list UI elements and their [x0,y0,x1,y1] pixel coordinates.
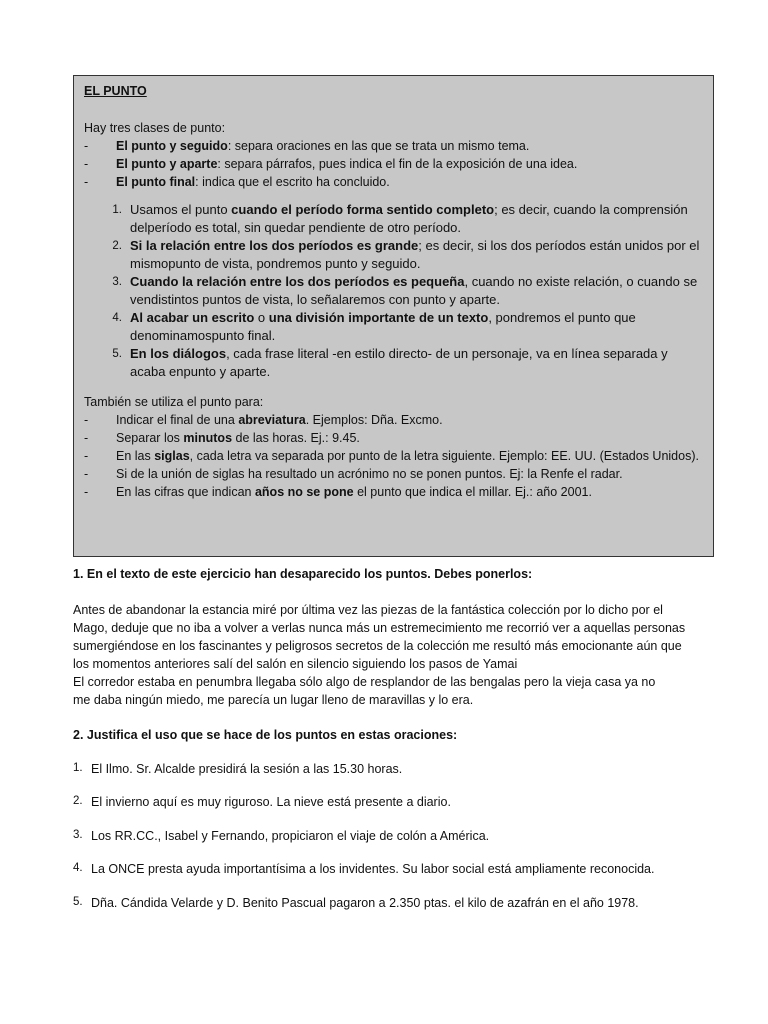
sentence-item: 2. El invierno aquí es muy riguroso. La nieve está presente a diario. [73,795,451,809]
rules-box [73,75,714,557]
text-line: El corredor estaba en penumbra llegaba sólo algo de resplandor de las bengalas pero la vieja casa ya no [73,675,656,689]
text-line: sumergiéndose en los fascinantes y peligrosos secretos de la colección me resultó más emocionante aún que [73,639,682,653]
use-item: - Indicar el final de una abreviatura. Ejemplos: Dña. Excmo. [84,413,443,427]
text-line: me daba ningún miedo, me parecía un lugar lleno de maravillas y lo era. [73,693,474,707]
rule-item: 5. En los diálogos, cada frase literal -en estilo directo- de un personaje, va en línea separada y acaba enpunto y aparte. [112,346,668,379]
type-item: - El punto y seguido: separa oraciones en las que se trata un mismo tema. [84,139,530,153]
rule-item: 1. Usamos el punto cuando el período forma sentido completo; es decir, cuando la comprensión delperíodo es total, sin quedar pendiente de otro período. [112,202,688,235]
sentence-item: 4. La ONCE presta ayuda importantísima a los invidentes. Su labor social está ampliamente reconocida. [73,862,655,876]
sentence-item: 5. Dña. Cándida Velarde y D. Benito Pascual pagaron a 2.350 ptas. el kilo de azafrán en el año 1978. [73,896,639,910]
use-item: - Separar los minutos de las horas. Ej.: 9.45. [84,431,360,445]
exercise-1-text [73,601,703,709]
box-title: EL PUNTO [84,84,147,98]
text-line: Antes de abandonar la estancia miré por última vez las piezas de la fantástica colección por lo dicho por el [73,603,663,617]
rule-item: 2. Si la relación entre los dos períodos es grande; es decir, si los dos períodos están unidos por el mismopunto de vista, pondremos punto y seguido. [112,238,700,271]
types-intro: Hay tres clases de punto: [84,121,226,135]
exercise-1-title: 1. En el texto de este ejercicio han desaparecido los puntos. Debes ponerlos: [73,567,533,581]
exercise-2-title: 2. Justifica el uso que se hace de los puntos en estas oraciones: [73,728,458,742]
type-item: - El punto y aparte: separa párrafos, pues indica el fin de la exposición de una idea. [84,157,578,171]
text-line: los momentos anteriores salí del salón en silencio siguiendo los pasos de Yamai [73,657,518,671]
type-item: - El punto final: indica que el escrito ha concluido. [84,175,390,189]
rule-item: 4. Al acabar un escrito o una división importante de un texto, pondremos el punto que denominamospunto final. [112,310,636,343]
use-item: - En las cifras que indican años no se pone el punto que indica el millar. Ej.: año 2001. [84,485,592,499]
also-intro: También se utiliza el punto para: [84,395,264,409]
use-item: - En las siglas, cada letra va separada por punto de la letra siguiente. Ejemplo: EE. UU. (Estados Unidos). [84,449,699,463]
sentence-item: 1. El Ilmo. Sr. Alcalde presidirá la sesión a las 15.30 horas. [73,762,403,776]
rule-item: 3. Cuando la relación entre los dos períodos es pequeña, cuando no existe relación, o cuando se vendistintos puntos de vista, lo señalaremos con punto y aparte. [112,274,698,307]
sentence-item: 3. Los RR.CC., Isabel y Fernando, propiciaron el viaje de colón a América. [73,829,490,843]
text-line: Mago, deduje que no iba a volver a verlas nunca más un estremecimiento me recorrió ver a aquellas personas [73,621,686,635]
rules-list [84,201,705,381]
use-item: - Si de la unión de siglas ha resultado un acrónimo no se ponen puntos. Ej: la Renfe el radar. [84,467,623,481]
